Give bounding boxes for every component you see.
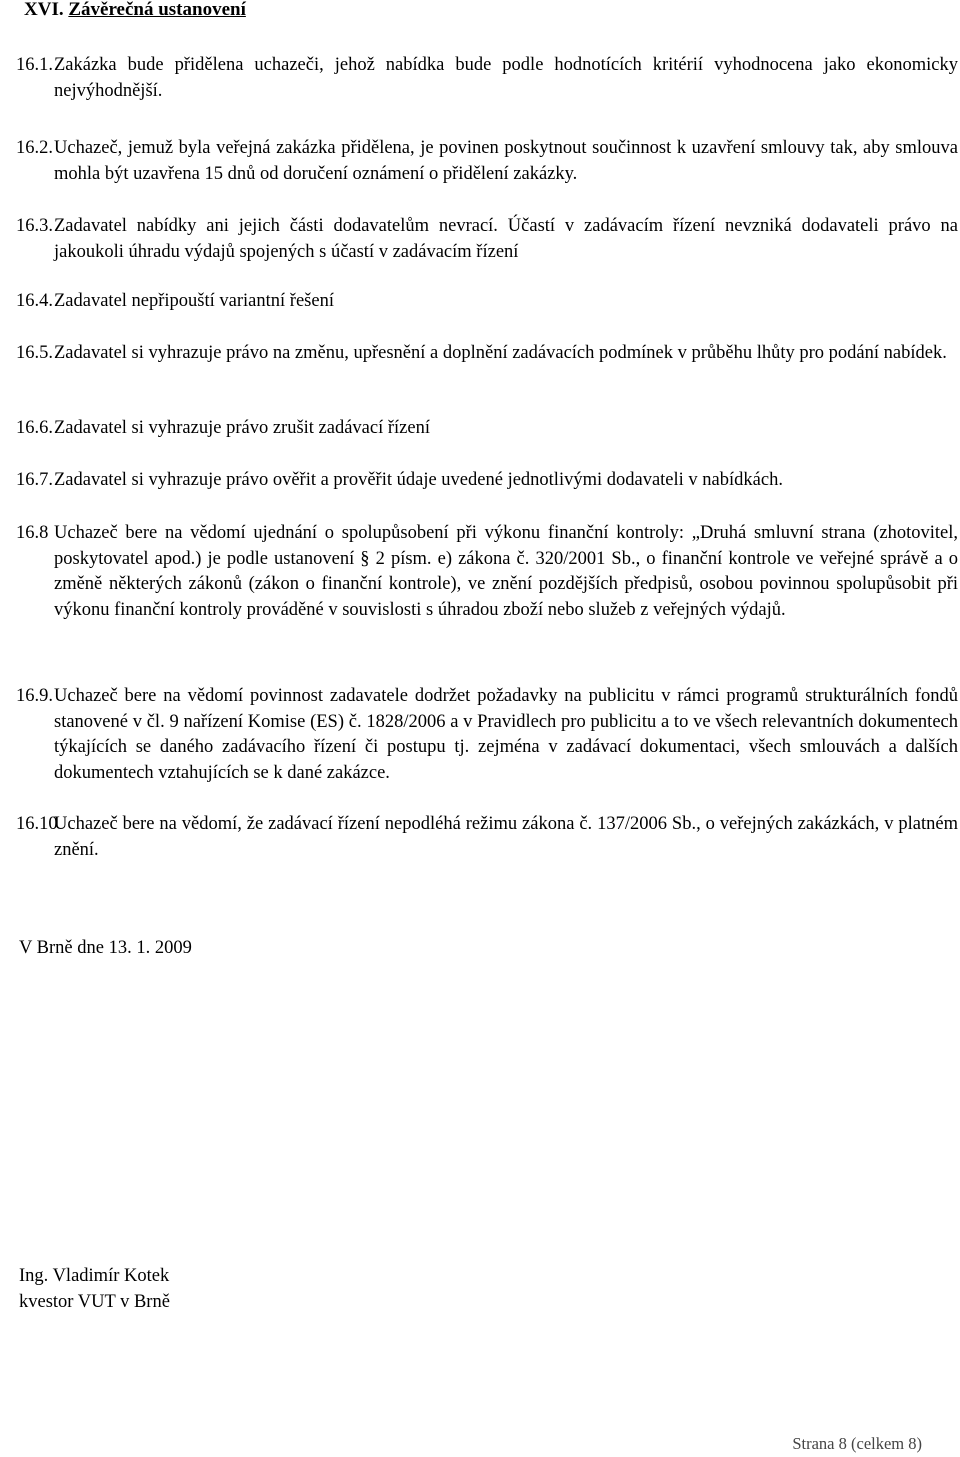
clause-16-4: [16, 289, 958, 315]
clause-number: 16.8: [16, 523, 49, 543]
clause-text: Zadavatel si vyhrazuje právo ověřit a prověřit údaje uvedené jednotlivými dodavateli v nabídkách.: [54, 470, 783, 490]
section-heading-number: XVI.: [24, 0, 64, 20]
clause-16-9: [16, 684, 958, 786]
section-heading-title: Závěrečná ustanovení: [68, 0, 246, 20]
clause-16-7: [16, 468, 958, 494]
clause-text: Uchazeč bere na vědomí ujednání o spolupůsobení při výkonu finanční kontroly: „Druhá smluvní strana (zhotovitel, poskytovatel apod.) je podle ustanovení § 2 písm. e) zákona č. 320/2001 Sb., o finanční kontrole ve veřejné správě a o změně některých zákonů (zákon o finanční kontrole), ve znění pozdějších předpisů, osobou povinnou spolupůsobit při výkonu finanční kontroly prováděné v souvislosti s úhradou zboží nebo služeb z veřejných výdajů.: [54, 523, 958, 620]
clause-text: Uchazeč bere na vědomí, že zadávací řízení nepodléhá režimu zákona č. 137/2006 Sb., o veřejných zakázkách, v platném znění.: [54, 814, 958, 860]
clause-16-6: [16, 416, 958, 442]
clause-number: 16.4.: [16, 291, 53, 311]
signature-role: kvestor VUT v Brně: [19, 1292, 170, 1312]
place-and-date: V Brně dne 13. 1. 2009: [19, 938, 192, 958]
section-heading: [24, 0, 246, 21]
clause-number: 16.10: [16, 814, 58, 834]
clause-16-8: [16, 521, 958, 623]
clause-text: Uchazeč, jemuž byla veřejná zakázka přidělena, je povinen poskytnout součinnost k uzavření smlouvy tak, aby smlouva mohla být uzavřena 15 dnů od doručení oznámení o přidělení zakázky.: [54, 138, 958, 184]
clause-text: Zadavatel nabídky ani jejich části dodavatelům nevrací. Účastí v zadávacím řízení nevzniká dodavateli právo na jakoukoli úhradu výdajů spojených s účastí v zadávacím řízení: [54, 216, 958, 262]
page-number: Strana 8 (celkem 8): [792, 1434, 922, 1453]
clause-text: Zadavatel si vyhrazuje právo na změnu, upřesnění a doplnění zadávacích podmínek v průběhu lhůty pro podání nabídek.: [54, 343, 947, 363]
clause-text: Zadavatel si vyhrazuje právo zrušit zadávací řízení: [54, 418, 430, 438]
clause-number: 16.7.: [16, 470, 53, 490]
clause-text: Uchazeč bere na vědomí povinnost zadavatele dodržet požadavky na publicitu v rámci programů strukturálních fondů stanovené v čl. 9 nařízení Komise (ES) č. 1828/2006 a v Pravidlech pro publicitu a to ve všech relevantních dokumentech týkajících se daného zadávacího řízení či postupu tj. zejména v zadávací dokumentaci, všech smlouvách a dalších dokumentech vztahujících se k dané zakázce.: [54, 686, 958, 783]
clause-number: 16.3.: [16, 216, 53, 236]
signature-name: Ing. Vladimír Kotek: [19, 1266, 170, 1286]
clause-text: Zadavatel nepřipouští variantní řešení: [54, 291, 334, 311]
clause-16-10: [16, 812, 958, 863]
clause-16-2: [16, 136, 958, 187]
clause-number: 16.1.: [16, 55, 53, 75]
clause-number: 16.2.: [16, 138, 53, 158]
clause-text: Zakázka bude přidělena uchazeči, jehož nabídka bude podle hodnotících kritérií vyhodnocena jako ekonomicky nejvýhodnější.: [54, 55, 958, 101]
clause-16-5: [16, 341, 958, 367]
clause-16-3: [16, 214, 958, 265]
clause-number: 16.9.: [16, 686, 53, 706]
clause-number: 16.6.: [16, 418, 53, 438]
clause-number: 16.5.: [16, 343, 53, 363]
clause-16-1: [16, 53, 958, 104]
